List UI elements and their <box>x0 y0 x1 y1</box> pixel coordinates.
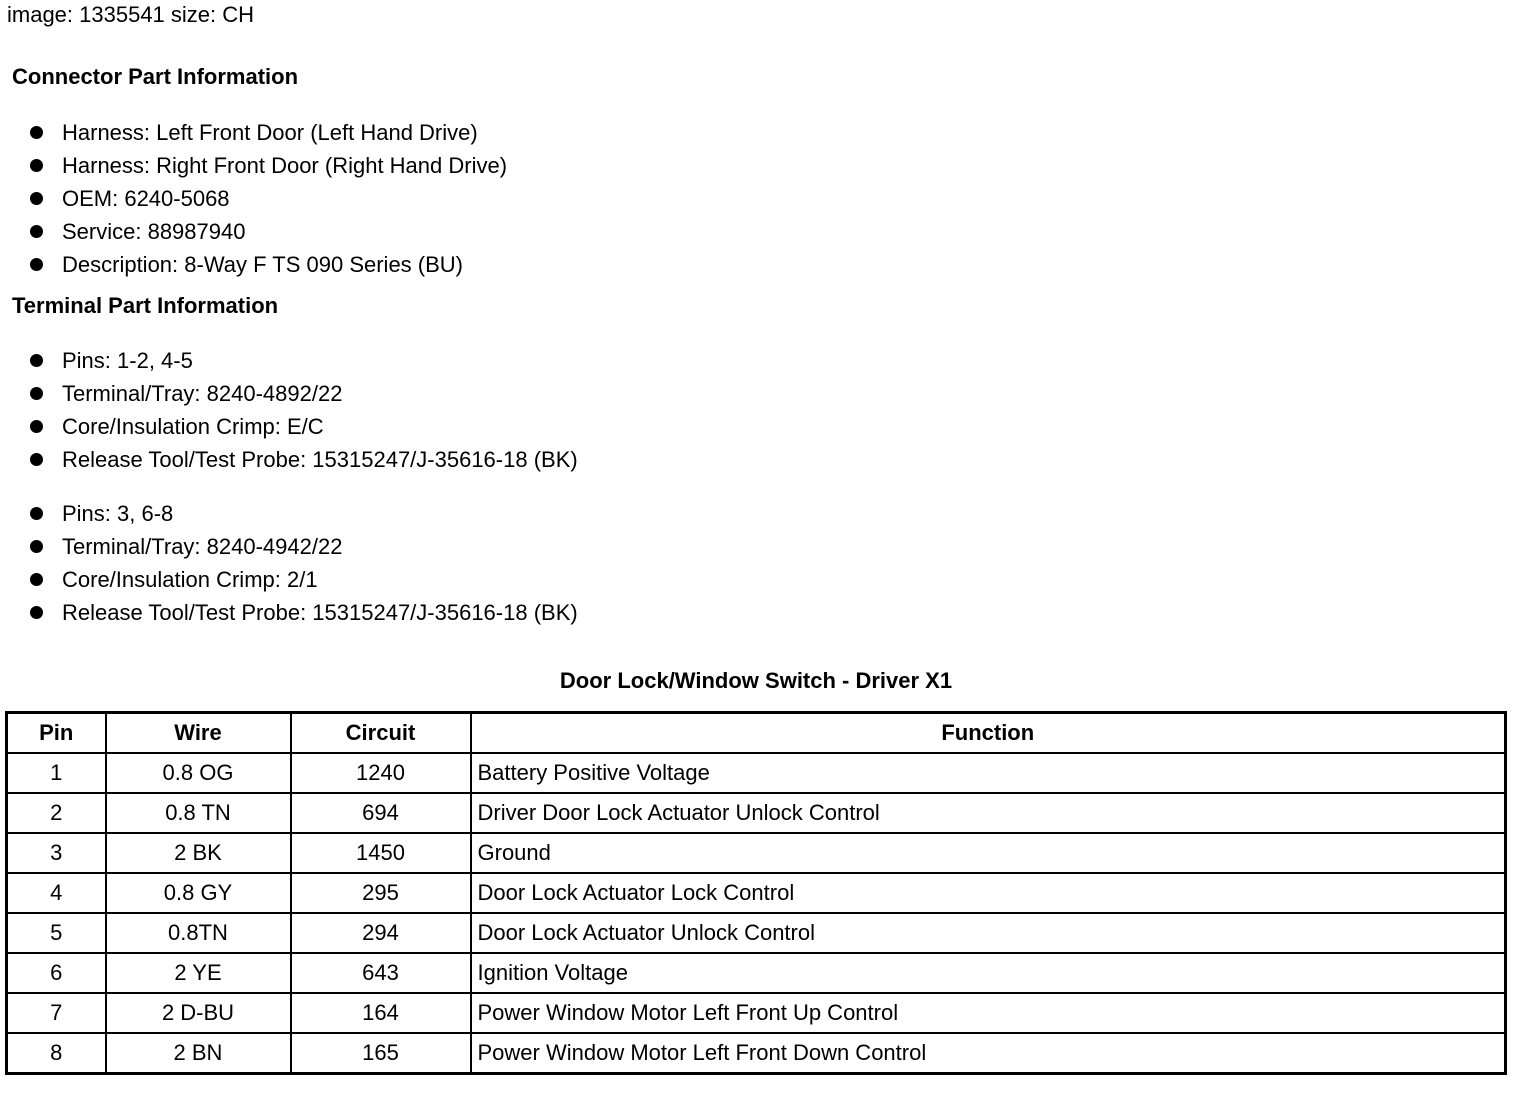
column-header-circuit: Circuit <box>291 713 471 754</box>
terminal-info-list-2 <box>28 497 578 629</box>
pin-cell: 4 <box>7 873 106 913</box>
terminal-part-info-title: Terminal Part Information <box>12 293 279 318</box>
column-header-wire: Wire <box>106 713 291 754</box>
list-item <box>28 116 507 149</box>
bullet-icon <box>30 159 43 172</box>
connector-part-info-title: Connector Part Information <box>12 64 299 89</box>
wire-cell: 0.8 GY <box>106 873 291 913</box>
function-cell: Ignition Voltage <box>471 953 1506 993</box>
list-item <box>28 182 507 215</box>
terminal-info-list-1 <box>28 344 578 476</box>
table-header-row <box>7 713 1506 754</box>
pinout-table <box>5 711 1507 1075</box>
table-row <box>7 833 1506 873</box>
list-item-text: Core/Insulation Crimp: 2/1 <box>62 567 318 592</box>
function-cell: Door Lock Actuator Unlock Control <box>471 913 1506 953</box>
bullet-icon <box>30 387 43 400</box>
table-title: Door Lock/Window Switch - Driver X1 <box>559 668 953 693</box>
list-item <box>28 596 578 629</box>
bullet-icon <box>30 126 43 139</box>
circuit-cell: 1450 <box>291 833 471 873</box>
circuit-cell: 165 <box>291 1033 471 1074</box>
function-cell: Power Window Motor Left Front Up Control <box>471 993 1506 1033</box>
pin-cell: 3 <box>7 833 106 873</box>
list-item-text: Harness: Left Front Door (Left Hand Drive) <box>62 120 478 145</box>
wire-cell: 2 BN <box>106 1033 291 1074</box>
function-cell: Door Lock Actuator Lock Control <box>471 873 1506 913</box>
wire-cell: 2 YE <box>106 953 291 993</box>
function-cell: Driver Door Lock Actuator Unlock Control <box>471 793 1506 833</box>
column-header-function: Function <box>471 713 1506 754</box>
list-item-text: Terminal/Tray: 8240-4942/22 <box>62 534 343 559</box>
list-item <box>28 530 578 563</box>
circuit-cell: 295 <box>291 873 471 913</box>
bullet-icon <box>30 540 43 553</box>
list-item-text: Terminal/Tray: 8240-4892/22 <box>62 381 343 406</box>
bullet-icon <box>30 258 43 271</box>
list-item-text: Description: 8-Way F TS 090 Series (BU) <box>62 252 464 277</box>
bullet-icon <box>30 453 43 466</box>
circuit-cell: 294 <box>291 913 471 953</box>
table-row <box>7 793 1506 833</box>
function-cell: Ground <box>471 833 1506 873</box>
bullet-icon <box>30 354 43 367</box>
bullet-icon <box>30 573 43 586</box>
pin-cell: 2 <box>7 793 106 833</box>
wire-cell: 0.8 OG <box>106 753 291 793</box>
bullet-icon <box>30 192 43 205</box>
list-item <box>28 443 578 476</box>
function-cell: Battery Positive Voltage <box>471 753 1506 793</box>
pin-cell: 5 <box>7 913 106 953</box>
list-item <box>28 563 578 596</box>
list-item-text: Service: 88987940 <box>62 219 246 244</box>
list-item <box>28 248 507 281</box>
table-row <box>7 953 1506 993</box>
list-item <box>28 410 578 443</box>
wire-cell: 2 D-BU <box>106 993 291 1033</box>
list-item-text: OEM: 6240-5068 <box>62 186 230 211</box>
function-cell: Power Window Motor Left Front Down Control <box>471 1033 1506 1074</box>
connector-info-list <box>28 116 507 281</box>
wire-cell: 2 BK <box>106 833 291 873</box>
list-item-text: Pins: 1-2, 4-5 <box>62 348 193 373</box>
list-item <box>28 149 507 182</box>
table-row <box>7 1033 1506 1074</box>
circuit-cell: 164 <box>291 993 471 1033</box>
list-item-text: Release Tool/Test Probe: 15315247/J-35616-18 (BK) <box>62 447 578 472</box>
pin-cell: 7 <box>7 993 106 1033</box>
list-item <box>28 215 507 248</box>
circuit-cell: 694 <box>291 793 471 833</box>
image-info-header: image: 1335541 size: CH <box>7 2 255 27</box>
table-row <box>7 873 1506 913</box>
pin-cell: 8 <box>7 1033 106 1074</box>
list-item <box>28 497 578 530</box>
list-item-text: Release Tool/Test Probe: 15315247/J-35616-18 (BK) <box>62 600 578 625</box>
bullet-icon <box>30 420 43 433</box>
bullet-icon <box>30 507 43 520</box>
wire-cell: 0.8 TN <box>106 793 291 833</box>
circuit-cell: 1240 <box>291 753 471 793</box>
table-row <box>7 913 1506 953</box>
wire-cell: 0.8TN <box>106 913 291 953</box>
list-item-text: Harness: Right Front Door (Right Hand Drive) <box>62 153 508 178</box>
list-item <box>28 377 578 410</box>
circuit-cell: 643 <box>291 953 471 993</box>
bullet-icon <box>30 606 43 619</box>
list-item-text: Pins: 3, 6-8 <box>62 501 174 526</box>
bullet-icon <box>30 225 43 238</box>
pin-cell: 6 <box>7 953 106 993</box>
column-header-pin: Pin <box>7 713 106 754</box>
table-row <box>7 753 1506 793</box>
table-row <box>7 993 1506 1033</box>
list-item <box>28 344 578 377</box>
list-item-text: Core/Insulation Crimp: E/C <box>62 414 324 439</box>
pin-cell: 1 <box>7 753 106 793</box>
